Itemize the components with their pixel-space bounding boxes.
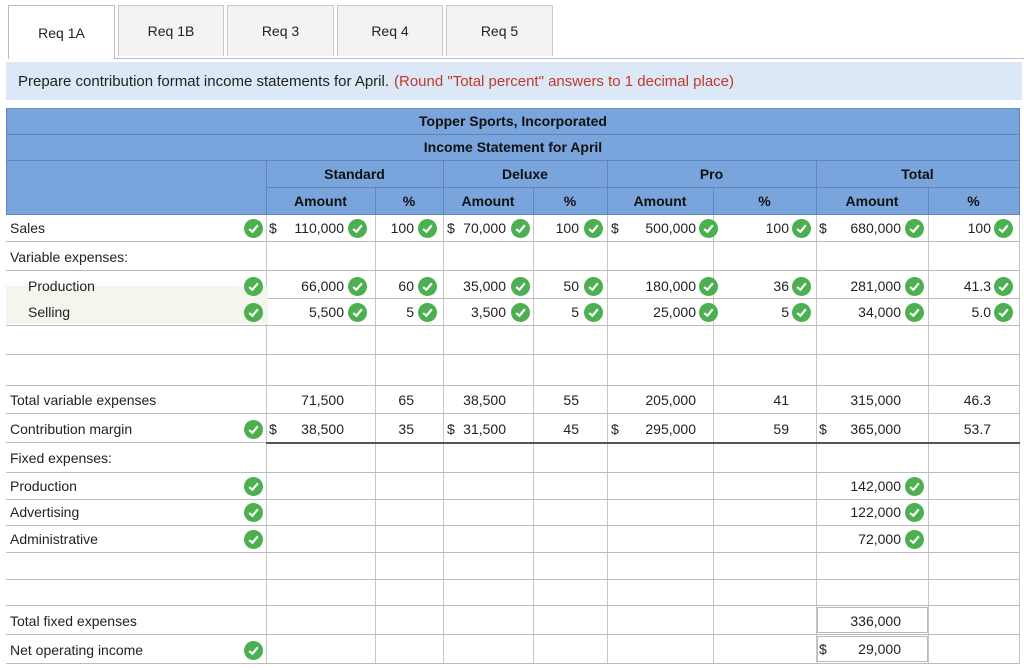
check-icon — [348, 219, 367, 238]
label-total-variable: Total variable expenses — [10, 392, 157, 408]
subhead-percent: % — [563, 193, 577, 209]
selling-standard-percent[interactable]: 5 — [406, 304, 414, 320]
total-variable-standard-amount: 71,500 — [301, 392, 344, 408]
check-icon — [905, 503, 924, 522]
label-total-fixed: Total fixed expenses — [10, 613, 137, 629]
dollar-sign: $ — [819, 220, 827, 236]
check-icon — [584, 219, 603, 238]
production-standard-amount[interactable]: 66,000 — [301, 278, 344, 294]
dollar-sign: $ — [819, 641, 827, 657]
check-icon — [418, 303, 437, 322]
sales-total-percent[interactable]: 100 — [967, 220, 991, 236]
company-name: Topper Sports, Incorporated — [419, 113, 607, 129]
check-icon — [905, 477, 924, 496]
production-total-percent[interactable]: 41.3 — [963, 278, 991, 294]
dollar-sign: $ — [819, 421, 827, 437]
total-variable-deluxe-amount: 38,500 — [463, 392, 506, 408]
administrative-amount[interactable]: 72,000 — [858, 531, 901, 547]
label-variable-expenses: Variable expenses: — [10, 249, 129, 265]
subhead-percent: % — [402, 193, 416, 209]
selling-deluxe-percent[interactable]: 5 — [571, 304, 579, 320]
dollar-sign: $ — [447, 421, 455, 437]
tab-req-1b[interactable]: Req 1B — [118, 5, 224, 56]
label-fixed-production: Production — [10, 478, 77, 494]
contribution-standard-amount: 38,500 — [301, 421, 344, 437]
total-variable-standard-percent: 65 — [398, 392, 414, 408]
check-icon — [244, 477, 263, 496]
statement-title: Income Statement for April — [423, 139, 603, 155]
subhead-amount: Amount — [294, 193, 347, 209]
dollar-sign: $ — [269, 421, 277, 437]
production-total-amount[interactable]: 281,000 — [850, 278, 901, 294]
check-icon — [244, 530, 263, 549]
check-icon — [244, 219, 263, 238]
production-pro-amount[interactable]: 180,000 — [645, 278, 696, 294]
check-icon — [511, 303, 530, 322]
check-icon — [792, 277, 811, 296]
check-icon — [994, 277, 1013, 296]
fixed-production-amount[interactable]: 142,000 — [850, 478, 901, 494]
label-sales: Sales — [10, 220, 46, 236]
subhead-amount: Amount — [633, 193, 687, 209]
label-administrative: Administrative — [10, 531, 98, 547]
selling-pro-amount[interactable]: 25,000 — [653, 304, 696, 320]
check-icon — [511, 219, 530, 238]
sales-standard-percent[interactable]: 100 — [390, 220, 414, 236]
subhead-amount: Amount — [461, 193, 515, 209]
tab-bar — [8, 3, 1024, 59]
check-icon — [584, 303, 603, 322]
check-icon — [418, 277, 437, 296]
sales-pro-amount[interactable]: 500,000 — [645, 220, 696, 236]
check-icon — [905, 219, 924, 238]
subhead-percent: % — [758, 193, 771, 209]
col-pro: Pro — [699, 166, 724, 182]
tab-req-1a[interactable]: Req 1A — [8, 5, 115, 59]
total-variable-pro-percent: 41 — [773, 392, 789, 408]
check-icon — [792, 303, 811, 322]
selling-total-percent[interactable]: 5.0 — [971, 304, 991, 320]
label-fixed-expenses: Fixed expenses: — [10, 450, 112, 466]
contribution-pro-amount: 295,000 — [645, 421, 696, 437]
subhead-percent: % — [967, 193, 980, 209]
net-operating-income-amount: 29,000 — [858, 641, 901, 657]
label-production: Production — [28, 278, 95, 294]
check-icon — [511, 277, 530, 296]
total-variable-deluxe-percent: 55 — [563, 392, 579, 408]
check-icon — [348, 303, 367, 322]
label-contribution-margin: Contribution margin — [10, 421, 133, 437]
sales-total-amount[interactable]: 680,000 — [850, 220, 901, 236]
check-icon — [244, 277, 263, 296]
check-icon — [244, 503, 263, 522]
check-icon — [244, 641, 263, 660]
tab-req-4[interactable]: Req 4 — [337, 5, 443, 56]
selling-total-amount[interactable]: 34,000 — [858, 304, 901, 320]
check-icon — [244, 303, 263, 322]
advertising-amount[interactable]: 122,000 — [850, 504, 901, 520]
check-icon — [905, 303, 924, 322]
dollar-sign: $ — [611, 421, 619, 437]
contribution-pro-percent: 59 — [773, 421, 789, 437]
production-pro-percent[interactable]: 36 — [773, 278, 789, 294]
sales-standard-amount[interactable]: 110,000 — [294, 220, 344, 236]
sales-deluxe-amount[interactable]: 70,000 — [463, 220, 506, 236]
total-variable-pro-amount: 205,000 — [645, 392, 696, 408]
dollar-sign: $ — [447, 220, 455, 236]
production-deluxe-amount[interactable]: 35,000 — [463, 278, 506, 294]
contribution-deluxe-percent: 45 — [563, 421, 579, 437]
col-standard: Standard — [324, 166, 385, 182]
instruction-text: Prepare contribution format income statements for April. — [18, 72, 390, 90]
dollar-sign: $ — [611, 220, 619, 236]
income-statement-table — [6, 108, 1020, 664]
selling-deluxe-amount[interactable]: 3,500 — [470, 304, 506, 320]
check-icon — [994, 303, 1013, 322]
col-total: Total — [901, 166, 934, 182]
instruction-bar — [6, 62, 1022, 100]
check-icon — [994, 219, 1013, 238]
check-icon — [244, 420, 263, 439]
dollar-sign: $ — [269, 220, 277, 236]
contribution-total-percent: 53.7 — [963, 421, 991, 437]
subhead-amount: Amount — [845, 193, 899, 209]
check-icon — [905, 530, 924, 549]
check-icon — [792, 219, 811, 238]
contribution-total-amount: 365,000 — [850, 421, 901, 437]
sales-deluxe-percent[interactable]: 100 — [555, 220, 579, 236]
check-icon — [418, 219, 437, 238]
contribution-standard-percent: 35 — [398, 421, 414, 437]
col-deluxe: Deluxe — [502, 166, 548, 182]
sales-pro-percent[interactable]: 100 — [765, 220, 789, 236]
total-fixed-amount: 336,000 — [850, 613, 901, 629]
check-icon — [348, 277, 367, 296]
check-icon — [584, 277, 603, 296]
contribution-deluxe-amount: 31,500 — [463, 421, 506, 437]
total-variable-total-amount: 315,000 — [850, 392, 901, 408]
check-icon — [905, 277, 924, 296]
tab-req-5[interactable]: Req 5 — [446, 5, 553, 56]
label-selling: Selling — [28, 304, 71, 320]
total-variable-total-percent: 46.3 — [963, 392, 991, 408]
production-deluxe-percent[interactable]: 50 — [563, 278, 579, 294]
tab-req-3[interactable]: Req 3 — [227, 5, 334, 56]
selling-pro-percent[interactable]: 5 — [781, 304, 789, 320]
label-advertising: Advertising — [10, 504, 80, 520]
production-standard-percent[interactable]: 60 — [398, 278, 414, 294]
rounding-note: (Round "Total percent" answers to 1 decimal place) — [394, 72, 734, 90]
label-net-operating-income: Net operating income — [10, 642, 144, 658]
selling-standard-amount[interactable]: 5,500 — [308, 304, 344, 320]
